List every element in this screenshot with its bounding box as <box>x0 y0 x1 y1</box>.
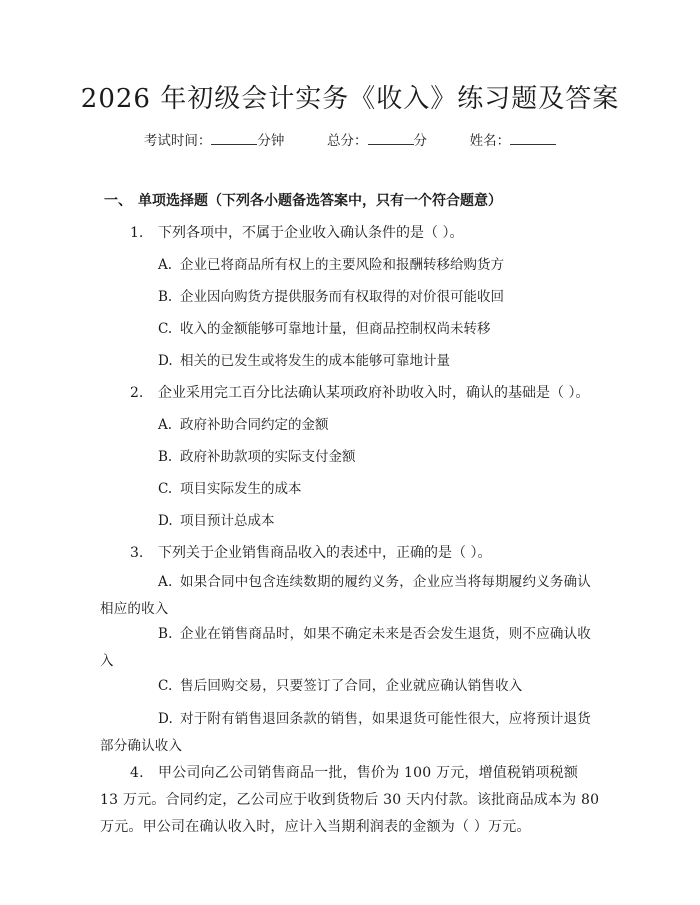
option-letter: A. <box>158 417 173 433</box>
option-letter: C. <box>158 321 173 337</box>
option-text: 如果合同中包含连续数期的履约义务，企业应当将每期履约义务确认相应的收入 <box>100 574 591 617</box>
question-number: 3. <box>130 545 144 561</box>
question-1-option-c[interactable] <box>158 318 491 340</box>
option-text: 企业因向购货方提供服务而有权取得的对价很可能收回 <box>180 289 504 305</box>
question-stem: 甲公司向乙公司销售商品一批，售价为 100 万元，增值税销项税额 13 万元。合同约定，乙公司应于收到货物后 30 天内付款。该批商品成本为 80 万元。甲公司在确认收入时，应计入当期利润表的金额为（ ）万元。 <box>100 765 600 835</box>
section-number: 一、 <box>104 193 132 209</box>
option-letter: B. <box>158 626 173 642</box>
option-letter: D. <box>158 711 174 727</box>
name-blank[interactable] <box>510 144 556 145</box>
name-label: 姓名： <box>469 133 511 149</box>
option-text: 企业在销售商品时，如果不确定未来是否会发生退货，则不应确认收入 <box>100 626 591 669</box>
option-letter: D. <box>158 353 173 369</box>
question-stem: 下列各项中，不属于企业收入确认条件的是（ ）。 <box>158 225 464 241</box>
question-2-option-c[interactable] <box>158 478 302 500</box>
question-3-option-a[interactable] <box>100 569 600 623</box>
section-title: 单项选择题（下列各小题备选答案中，只有一个符合题意） <box>138 193 502 209</box>
question-number: 2. <box>130 385 144 401</box>
question-2-option-a[interactable] <box>158 414 329 436</box>
option-text: 企业已将商品所有权上的主要风险和报酬转移给购货方 <box>180 257 504 273</box>
option-text: 政府补助合同约定的金额 <box>180 417 329 433</box>
option-text: 政府补助款项的实际支付金额 <box>180 449 356 465</box>
question-2-option-d[interactable] <box>158 510 275 532</box>
question-number: 1. <box>130 225 144 241</box>
option-text: 相关的已发生或将发生的成本能够可靠地计量 <box>180 353 450 369</box>
option-letter: B. <box>158 289 173 305</box>
option-text: 收入的金额能够可靠地计量，但商品控制权尚未转移 <box>180 321 491 337</box>
question-stem: 下列关于企业销售商品收入的表述中，正确的是（ ）。 <box>158 545 492 561</box>
question-1-option-d[interactable] <box>158 350 450 372</box>
option-letter: C. <box>158 678 173 694</box>
question-stem: 企业采用完工百分比法确认某项政府补助收入时，确认的基础是（ ）。 <box>158 385 590 401</box>
question-2 <box>130 382 589 404</box>
option-letter: D. <box>158 513 173 529</box>
option-text: 售后回购交易，只要签订了合同，企业就应确认销售收入 <box>180 678 523 694</box>
question-3 <box>130 542 491 564</box>
option-letter: C. <box>158 481 173 497</box>
option-letter: B. <box>158 449 173 465</box>
score-label: 总分： <box>327 133 368 149</box>
time-unit: 分钟 <box>257 133 285 149</box>
time-blank[interactable] <box>211 144 257 145</box>
time-label: 考试时间： <box>143 133 212 149</box>
score-unit: 分 <box>413 133 427 149</box>
page-title: 2026 年初级会计实务《收入》练习题及答案 <box>80 84 620 114</box>
question-3-option-c[interactable] <box>100 673 600 700</box>
option-text: 项目预计总成本 <box>180 513 275 529</box>
question-1-option-b[interactable] <box>158 286 504 308</box>
exam-meta-line <box>0 131 700 151</box>
question-1-option-a[interactable] <box>158 254 504 276</box>
option-letter: A. <box>158 574 173 590</box>
question-4 <box>100 760 600 841</box>
question-3-option-d[interactable] <box>100 706 600 760</box>
section-heading <box>104 190 502 212</box>
question-3-option-b[interactable] <box>100 621 600 675</box>
option-letter: A. <box>158 257 173 273</box>
option-text: 对于附有销售退回条款的销售，如果退货可能性很大，应将预计退货部分确认收入 <box>100 711 591 754</box>
score-blank[interactable] <box>368 144 414 145</box>
question-number: 4. <box>130 765 144 781</box>
question-1 <box>130 222 463 244</box>
option-text: 项目实际发生的成本 <box>180 481 302 497</box>
question-2-option-b[interactable] <box>158 446 356 468</box>
